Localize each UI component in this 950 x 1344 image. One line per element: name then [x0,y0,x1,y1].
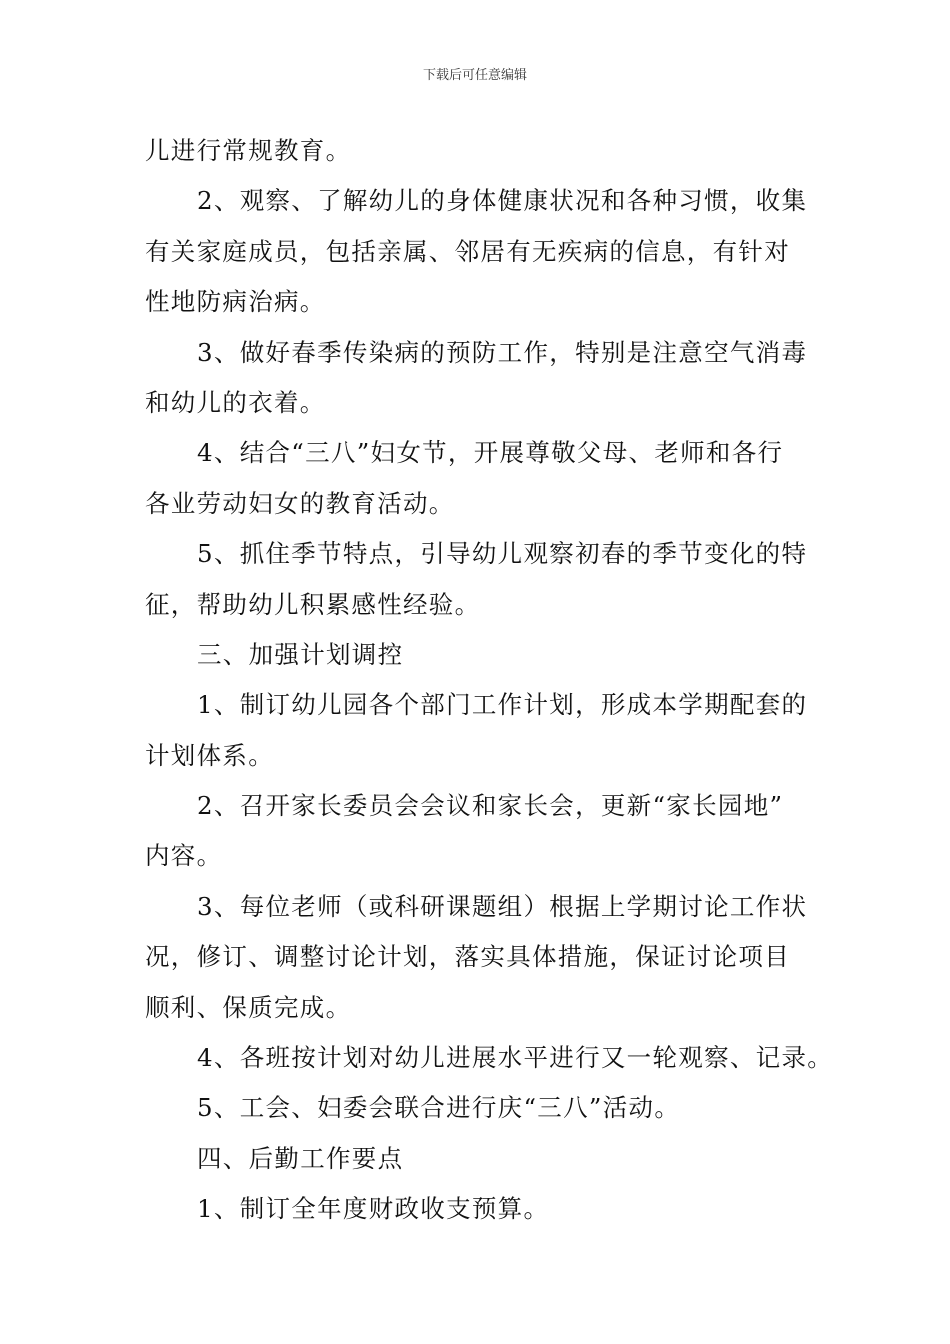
document-body [145,126,834,1235]
page-header-note: 下载后可任意编辑 [422,68,527,83]
text-line: 5、抓住季节特点，引导幼儿观察初春的季节变化的特 [197,539,808,569]
text-line: 3、做好春季传染病的预防工作，特别是注意空气消毒 [197,337,808,367]
text-line: 4、各班按计划对幼儿进展水平进行又一轮观察、记录。 [197,1043,834,1073]
text-line: 性地防病治病。 [145,287,326,317]
text-line: 计划体系。 [145,740,274,770]
text-line: 2、召开家长委员会会议和家长会，更新“家长园地” [197,791,784,821]
text-line: 1、制订全年度财政收支预算。 [197,1194,550,1224]
text-line: 1、制订幼儿园各个部门工作计划，形成本学期配套的 [197,690,808,720]
text-line: 内容。 [145,841,223,871]
text-line: 5、工会、妇委会联合进行庆“三八”活动。 [197,1093,681,1123]
text-line: 2、观察、了解幼儿的身体健康状况和各种习惯，收集 [197,186,808,216]
text-line: 儿进行常规教育。 [145,136,352,165]
text-line: 顺利、保质完成。 [145,992,352,1022]
text-line: 有关家庭成员，包括亲属、邻居有无疾病的信息，有针对 [145,236,790,266]
section-heading: 三、加强计划调控 [197,639,404,669]
text-line: 4、结合“三八”妇女节，开展尊敬父母、老师和各行 [197,438,784,468]
text-line: 3、每位老师（或科研课题组）根据上学期讨论工作状 [197,891,808,921]
text-line: 各业劳动妇女的教育活动。 [145,488,455,518]
text-line: 况，修订、调整讨论计划，落实具体措施，保证讨论项目 [145,942,790,972]
section-heading: 四、后勤工作要点 [197,1143,404,1173]
text-line: 和幼儿的衣着。 [145,387,326,417]
text-line: 征，帮助幼儿积累感性经验。 [145,589,481,619]
